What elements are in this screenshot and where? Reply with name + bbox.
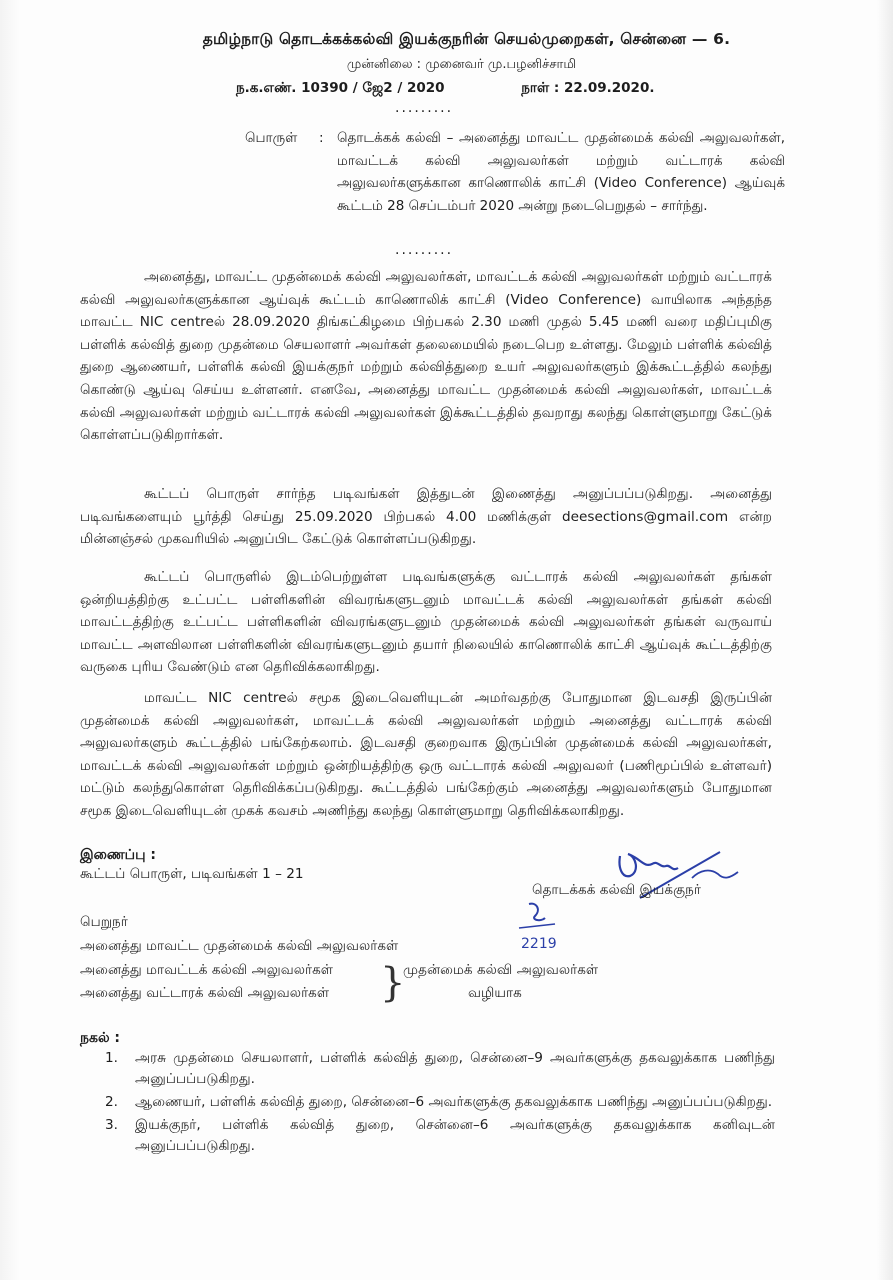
via-officer: முதன்மைக் கல்வி அலுவலர்கள்: [403, 962, 599, 978]
paragraph-2: கூட்டப் பொருள் சார்ந்த படிவங்கள் இத்துடன் இணைத்து அனுப்பப்படுகிறது. அனைத்து படிவங்களையும் பூர்த்தி செய்து 25.09.2020 பிற்பகல் 4.00 மணிக்குள் deesections@gmail.com என்ற மின்னஞ்சல் முகவரியில் அனுப்பிட கேட்டுக் கொள்ளப்படுகிறது.: [80, 486, 772, 548]
recipient-1: அனைத்து மாவட்ட முதன்மைக் கல்வி அலுவலர்கள்: [80, 938, 399, 954]
paragraph-1: அனைத்து, மாவட்ட முதன்மைக் கல்வி அலுவலர்கள், மாவட்டக் கல்வி அலுவலர்கள் மற்றும் வட்டாரக் கல்வி அலுவலர்களுக்கான ஆய்வுக் கூட்டம் காணொலிக் காட்சி (Video Conference) வாயிலாக அந்தந்த மாவட்ட NIC centreல் 28.09.2020 திங்கட்கிழமை பிற்பகல் 2.30 மணி முதல் 5.45 மணி வரை மதிப்புமிகு பள்ளிக் கல்வித் துறை முதன்மை செயலாளர் அவர்கள் தலைமையில் நடைபெற உள்ளது. மேலும் பள்ளிக் கல்வித் துறை ஆணையர், பள்ளிக் கல்வி இயக்குநர் மற்றும் கல்வித்துறை உயர் அலுவலர்களும் இக்கூட்டத்தில் கலந்து கொண்டு ஆய்வு செய்ய உள்ளனர். எனவே, அனைத்து மாவட்ட முதன்மைக் கல்வி அலுவலர்கள், மாவட்டக் கல்வி அலுவலர்கள் மற்றும் வட்டாரக் கல்வி அலுவலர்கள் இக்கூட்டத்தில் தவறாது கலந்து கொள்ளுமாறு கேட்டுக் கொள்ளப்படுகிறார்கள்.: [80, 269, 772, 444]
separator-dots-bottom: .........: [395, 242, 454, 258]
attachment-text: கூட்டப் பொருள், படிவங்கள் 1 – 21: [80, 866, 304, 882]
copy-item-2: 2. ஆணையர், பள்ளிக் கல்வித் துறை, சென்னை–6 அவர்களுக்கு தகவலுக்காக பணிந்து அனுப்பப்படுகிறது.: [105, 1094, 773, 1110]
paragraph-3: கூட்டப் பொருளில் இடம்பெற்றுள்ள படிவங்களுக்கு வட்டாரக் கல்வி அலுவலர்கள் தங்கள் ஒன்றியத்திற்கு உட்பட்ட பள்ளிகளின் விவரங்களுடனும் மாவட்டக் கல்வி அலுவலர்கள் தங்கள் கல்வி மாவட்டத்திற்கு உட்பட்ட பள்ளிகளின் விவரங்களுடனும் முதன்மைக் கல்வி அலுவலர்கள் தங்கள் வருவாய் மாவட்ட அளவிலான பள்ளிகளின் விவரங்களுடனும் தயார் நிலையில் காணொலிக் காட்சி ஆய்வுக் கூட்டத்திற்கு வருகை புரிய வேண்டும் என தெரிவிக்கலாகிறது.: [80, 569, 772, 676]
presence-line: முன்னிலை : முனைவர் மு.பழனிச்சாமி: [346, 57, 577, 72]
recipients-brace: }: [380, 960, 406, 1006]
initial-number: 2219: [521, 936, 557, 952]
subject-block: [245, 127, 785, 217]
reference-number: ந.க.எண். 10390 / ஜே2 / 2020: [236, 80, 445, 96]
separator-dots-top: .........: [395, 100, 454, 116]
scan-shadow-right: [877, 0, 893, 1280]
copy-item-1: 1. அரசு முதன்மை செயலாளர், பள்ளிக் கல்வித் துறை, சென்னை–9 அவர்களுக்கு தகவலுக்காக பணிந்து அனுப்பப்படுகிறது.: [105, 1050, 775, 1087]
document-date: நாள் : 22.09.2020.: [521, 80, 655, 96]
subject-text: தொடக்கக் கல்வி – அனைத்து மாவட்ட முதன்மைக் கல்வி அலுவலர்கள், மாவட்டக் கல்வி அலுவலர்கள் மற்றும் வட்டாரக் கல்வி அலுவலர்களுக்கான காணொலிக் காட்சி (Video Conference) ஆய்வுக் கூட்டம் 28 செப்டம்பர் 2020 அன்று நடைபெறுதல் – சார்ந்து.: [337, 130, 785, 214]
recipient-2: அனைத்து மாவட்டக் கல்வி அலுவலர்கள்: [80, 962, 334, 978]
via-label: வழியாக: [468, 985, 522, 1001]
scan-shadow-left: [0, 0, 20, 1280]
attachment-heading: இணைப்பு :: [80, 847, 156, 863]
subject-colon: :: [319, 130, 324, 146]
subject-label: பொருள்: [245, 130, 298, 146]
initial-mark: [515, 898, 575, 958]
recipients-heading: பெறுநர்: [80, 914, 128, 930]
copies-heading: நகல் :: [80, 1030, 121, 1046]
recipient-3: அனைத்து வட்டாரக் கல்வி அலுவலர்கள்: [80, 985, 330, 1001]
reference-line: [236, 80, 654, 98]
signer-title: தொடக்கக் கல்வி இயக்குநர்: [532, 882, 701, 898]
paragraph-4: மாவட்ட NIC centreல் சமூக இடைவெளியுடன் அமர்வதற்கு போதுமான இடவசதி இருப்பின் முதன்மைக் கல்வி அலுவலர்கள், மாவட்டக் கல்வி அலுவலர்கள் மற்றும் அனைத்து வட்டாரக் கல்வி அலுவலர்களும் கூட்டத்தில் பங்கேற்கலாம். இடவசதி குறைவாக இருப்பின் முதன்மைக் கல்வி அலுவலர்கள், மாவட்டக் கல்வி அலுவலர்கள் மற்றும் ஒன்றியத்திற்கு ஒரு வட்டாரக் கல்வி அலுவலர் (பணிமூப்பில் உள்ளவர்) மட்டும் கலந்துகொள்ள தெரிவிக்கப்படுகிறது. கூட்டத்தில் பங்கேற்கும் அனைத்து அலுவலர்களும் போதுமான சமூக இடைவெளியுடன் முகக் கவசம் அணிந்து கலந்து கொள்ளுமாறு தெரிவிக்கலாகிறது.: [80, 690, 772, 819]
copies-list: [105, 1048, 775, 1159]
document-title: தமிழ்நாடு தொடக்கக்கல்வி இயக்குநரின் செயல்முறைகள், சென்னை — 6.: [202, 30, 731, 48]
copy-item-3: 3. இயக்குநர், பள்ளிக் கல்வித் துறை, சென்னை–6 அவர்களுக்கு தகவலுக்காக கனிவுடன் அனுப்பப்படுகிறது.: [105, 1117, 775, 1154]
